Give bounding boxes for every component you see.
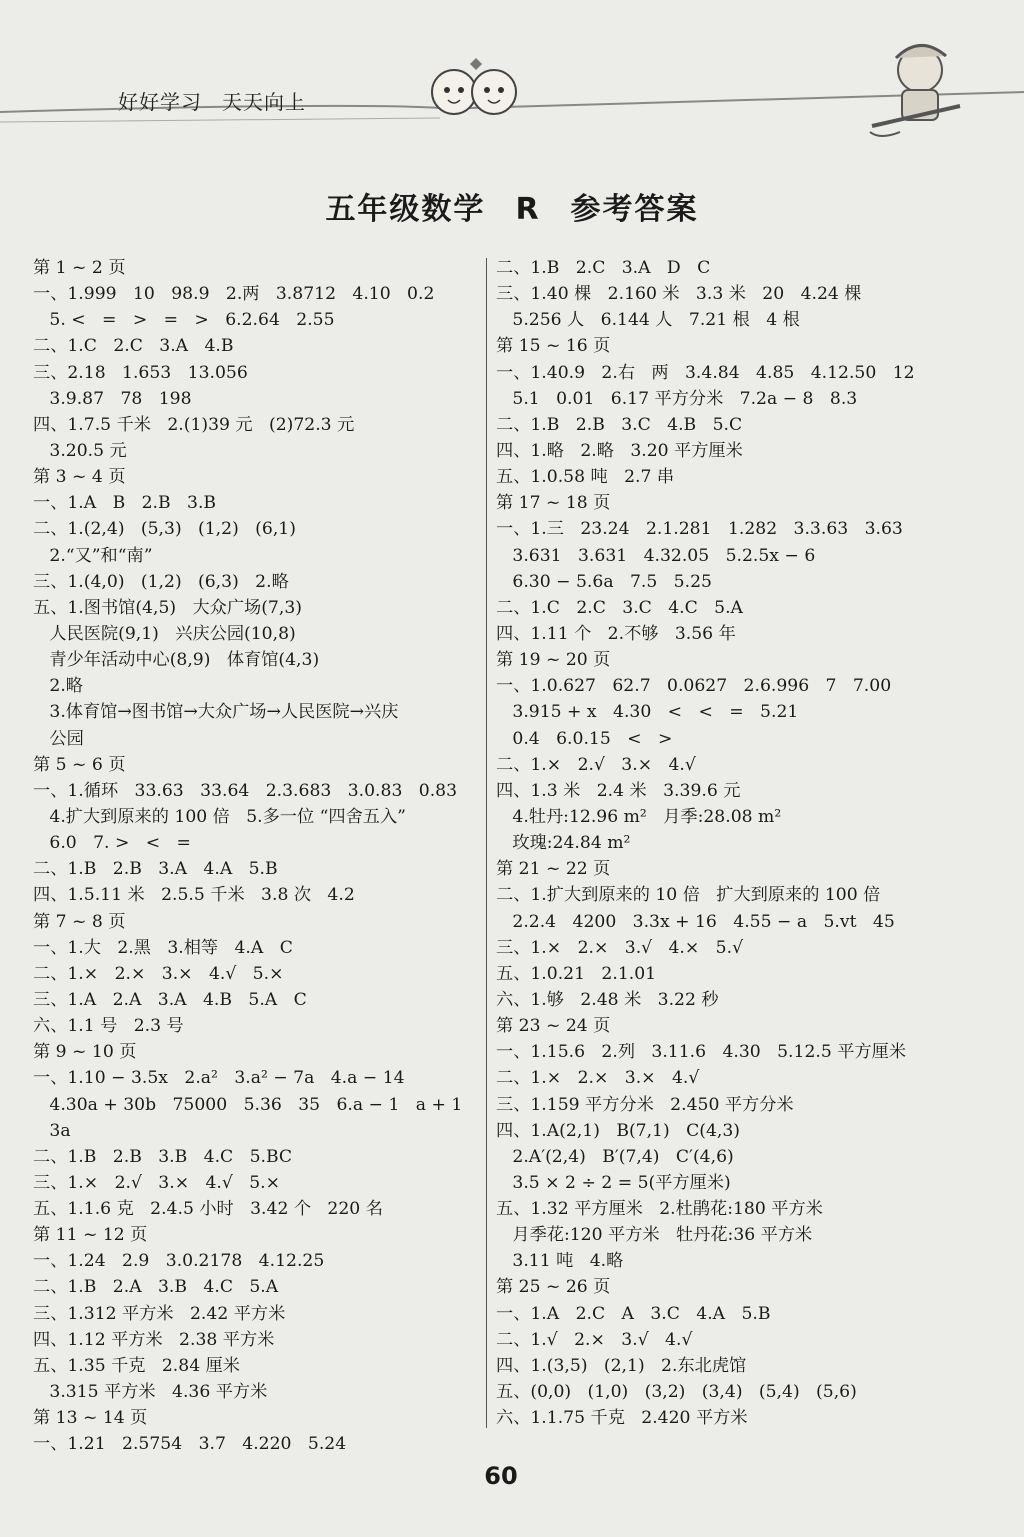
header-slogan [118, 86, 306, 115]
answer-line: 二、1.C 2.C 3.A 4.B [33, 336, 234, 357]
answer-line: 第 15 ~ 16 页 [496, 336, 611, 357]
answer-line: 0.4 6.0.15 < > [496, 728, 673, 749]
answer-line: 五、1.0.21 2.1.01 [496, 963, 657, 984]
answer-line: 一、1.三 23.24 2.1.281 1.282 3.3.63 3.63 [496, 519, 903, 540]
answer-line: 四、1.3 米 2.4 米 3.39.6 元 [496, 780, 741, 801]
answer-line: 第 17 ~ 18 页 [496, 493, 611, 514]
answer-line: 二、1.× 2.√ 3.× 4.√ [496, 754, 696, 775]
answer-line: 3.9.87 78 198 [33, 388, 192, 409]
answer-line: 公园 [33, 728, 84, 749]
answer-line: 4.30a + 30b 75000 5.36 35 6.a − 1 a + 1 [33, 1094, 463, 1115]
header-banner [0, 0, 1024, 150]
answer-line: 2.A′(2,4) B′(7,4) C′(4,6) [496, 1146, 734, 1167]
answer-line: 玫瑰:24.84 m² [496, 833, 631, 854]
answer-line: 3.体育馆→图书馆→大众广场→人民医院→兴庆 [33, 702, 399, 723]
answer-line: 二、1.B 2.C 3.A D C [496, 258, 711, 278]
answer-line: 三、1.159 平方分米 2.450 平方分米 [496, 1094, 794, 1115]
answer-line: 4.牡丹:12.96 m² 月季:28.08 m² [496, 806, 782, 827]
answer-line: 一、1.0.627 62.7 0.0627 2.6.996 7 7.00 [496, 676, 892, 697]
answer-line: 3.5 × 2 ÷ 2 = 5(平方厘米) [496, 1172, 731, 1193]
answer-line: 六、1.1 号 2.3 号 [33, 1016, 184, 1037]
title-part-1: 五年级数学 [325, 192, 486, 227]
answer-line: 一、1.24 2.9 3.0.2178 4.12.25 [33, 1251, 325, 1272]
answer-line: 四、1.7.5 千米 2.(1)39 元 (2)72.3 元 [33, 414, 355, 435]
answer-line: 一、1.循环 33.63 33.64 2.3.683 3.0.83 0.83 [33, 780, 458, 801]
answer-line: 一、1.40.9 2.右 两 3.4.84 4.85 4.12.50 12 [496, 362, 915, 383]
answer-line: 第 13 ~ 14 页 [33, 1408, 148, 1429]
sledding-child-icon [870, 45, 960, 136]
answer-line: 二、1.C 2.C 3.C 4.C 5.A [496, 597, 743, 618]
slogan-part-1: 好好学习 [118, 90, 202, 114]
answer-line: 四、1.11 个 2.不够 3.56 年 [496, 623, 736, 644]
answer-line: 二、1.B 2.A 3.B 4.C 5.A [33, 1277, 279, 1298]
answer-line: 五、1.32 平方厘米 2.杜鹃花:180 平方米 [496, 1199, 823, 1220]
answer-line: 6.0 7. > < = [33, 833, 191, 854]
answer-line: 一、1.15.6 2.列 3.11.6 4.30 5.12.5 平方厘米 [496, 1042, 907, 1063]
answer-line: 3.631 3.631 4.32.05 5.2.5x − 6 [496, 545, 816, 566]
answer-line: 四、1.A(2,1) B(7,1) C(4,3) [496, 1120, 740, 1141]
answer-line: 第 23 ~ 24 页 [496, 1016, 611, 1037]
answer-line: 3a [33, 1120, 71, 1141]
answer-line: 五、1.图书馆(4,5) 大众广场(7,3) [33, 597, 302, 618]
answer-line: 2.2.4 4200 3.3x + 16 4.55 − a 5.vt 45 [496, 911, 895, 932]
answer-line: 5.256 人 6.144 人 7.21 根 4 根 [496, 310, 800, 331]
answer-line: 四、1.略 2.略 3.20 平方厘米 [496, 440, 743, 461]
answer-line: 一、1.10 − 3.5x 2.a² 3.a² − 7a 4.a − 14 [33, 1068, 405, 1089]
answer-line: 第 9 ~ 10 页 [33, 1042, 137, 1063]
answer-line: 五、1.0.58 吨 2.7 串 [496, 467, 675, 488]
answer-line: 第 25 ~ 26 页 [496, 1277, 611, 1298]
answers-right-column [496, 255, 996, 1431]
answer-line: 3.315 平方米 4.36 平方米 [33, 1382, 268, 1403]
answer-line: 第 3 ~ 4 页 [33, 467, 126, 488]
answer-line: 月季花:120 平方米 牡丹花:36 平方米 [496, 1225, 813, 1246]
answer-line: 5. < = > = > 6.2.64 2.55 [33, 310, 335, 331]
answer-line: 三、1.× 2.× 3.√ 4.× 5.√ [496, 937, 744, 958]
answer-line: 一、1.大 2.黑 3.相等 4.A C [33, 937, 293, 958]
answer-line: 二、1.B 2.B 3.C 4.B 5.C [496, 414, 743, 435]
page-header [0, 0, 1024, 150]
answer-line: 一、1.A B 2.B 3.B [33, 493, 217, 514]
answer-line: 第 19 ~ 20 页 [496, 650, 611, 671]
answer-line: 四、1.12 平方米 2.38 平方米 [33, 1329, 275, 1350]
answer-line: 三、1.40 棵 2.160 米 3.3 米 20 4.24 棵 [496, 284, 862, 305]
answer-line: 5.1 0.01 6.17 平方分米 7.2a − 8 8.3 [496, 388, 858, 409]
answer-line: 三、1.× 2.√ 3.× 4.√ 5.× [33, 1172, 281, 1193]
cartoon-kids-icon [432, 58, 516, 114]
answer-line: 第 21 ~ 22 页 [496, 859, 611, 880]
answer-line: 六、1.够 2.48 米 3.22 秒 [496, 989, 719, 1010]
title-part-3: 参考答案 [570, 192, 699, 227]
answer-line: 人民医院(9,1) 兴庆公园(10,8) [33, 623, 296, 644]
answer-line: 青少年活动中心(8,9) 体育馆(4,3) [33, 650, 320, 671]
answer-line: 6.30 − 5.6a 7.5 5.25 [496, 571, 712, 592]
answer-line: 第 5 ~ 6 页 [33, 754, 126, 775]
answer-line: 二、1.× 2.× 3.× 4.√ [496, 1068, 700, 1089]
title-part-2: R [515, 192, 541, 227]
answer-line: 3.915 + x 4.30 < < = 5.21 [496, 702, 799, 723]
answer-line: 二、1.B 2.B 3.A 4.A 5.B [33, 859, 278, 880]
column-divider [486, 258, 487, 1428]
answer-line: 五、1.35 千克 2.84 厘米 [33, 1355, 240, 1376]
answer-line: 一、1.999 10 98.9 2.两 3.8712 4.10 0.2 [33, 284, 435, 305]
answer-line: 五、1.1.6 克 2.4.5 小时 3.42 个 220 名 [33, 1199, 383, 1220]
answer-line: 三、1.312 平方米 2.42 平方米 [33, 1303, 286, 1324]
answer-line: 2.略 [33, 676, 83, 697]
answer-line: 六、1.1.75 千克 2.420 平方米 [496, 1408, 748, 1429]
answer-line: 四、1.(3,5) (2,1) 2.东北虎馆 [496, 1355, 747, 1376]
answer-line: 二、1.(2,4) (5,3) (1,2) (6,1) [33, 519, 296, 540]
answer-line: 五、(0,0) (1,0) (3,2) (3,4) (5,4) (5,6) [496, 1382, 857, 1403]
answers-left-column [33, 255, 481, 1457]
answer-line: 三、1.(4,0) (1,2) (6,3) 2.略 [33, 571, 289, 592]
page-title [0, 184, 1024, 228]
answer-line: 二、1.B 2.B 3.B 4.C 5.BC [33, 1146, 293, 1167]
answer-line: 二、1.× 2.× 3.× 4.√ 5.× [33, 963, 284, 984]
answer-line: 第 1 ~ 2 页 [33, 258, 126, 278]
page-number: 60 [484, 1462, 518, 1490]
answer-line: 一、1.21 2.5754 3.7 4.220 5.24 [33, 1434, 347, 1455]
answer-line: 第 7 ~ 8 页 [33, 911, 126, 932]
slogan-part-2: 天天向上 [222, 90, 306, 114]
answer-line: 3.11 吨 4.略 [496, 1251, 624, 1272]
answer-line: 2.“又”和“南” [33, 545, 153, 566]
answer-line: 二、1.√ 2.× 3.√ 4.√ [496, 1329, 693, 1350]
answer-line: 4.扩大到原来的 100 倍 5.多一位 “四舍五入” [33, 806, 406, 827]
answer-line: 三、1.A 2.A 3.A 4.B 5.A C [33, 989, 307, 1010]
answer-line: 三、2.18 1.653 13.056 [33, 362, 248, 383]
answer-line: 3.20.5 元 [33, 440, 127, 461]
answer-line: 二、1.扩大到原来的 10 倍 扩大到原来的 100 倍 [496, 885, 881, 906]
answer-line: 四、1.5.11 米 2.5.5 千米 3.8 次 4.2 [33, 885, 355, 906]
answer-line: 一、1.A 2.C A 3.C 4.A 5.B [496, 1303, 771, 1324]
answer-line: 第 11 ~ 12 页 [33, 1225, 148, 1246]
